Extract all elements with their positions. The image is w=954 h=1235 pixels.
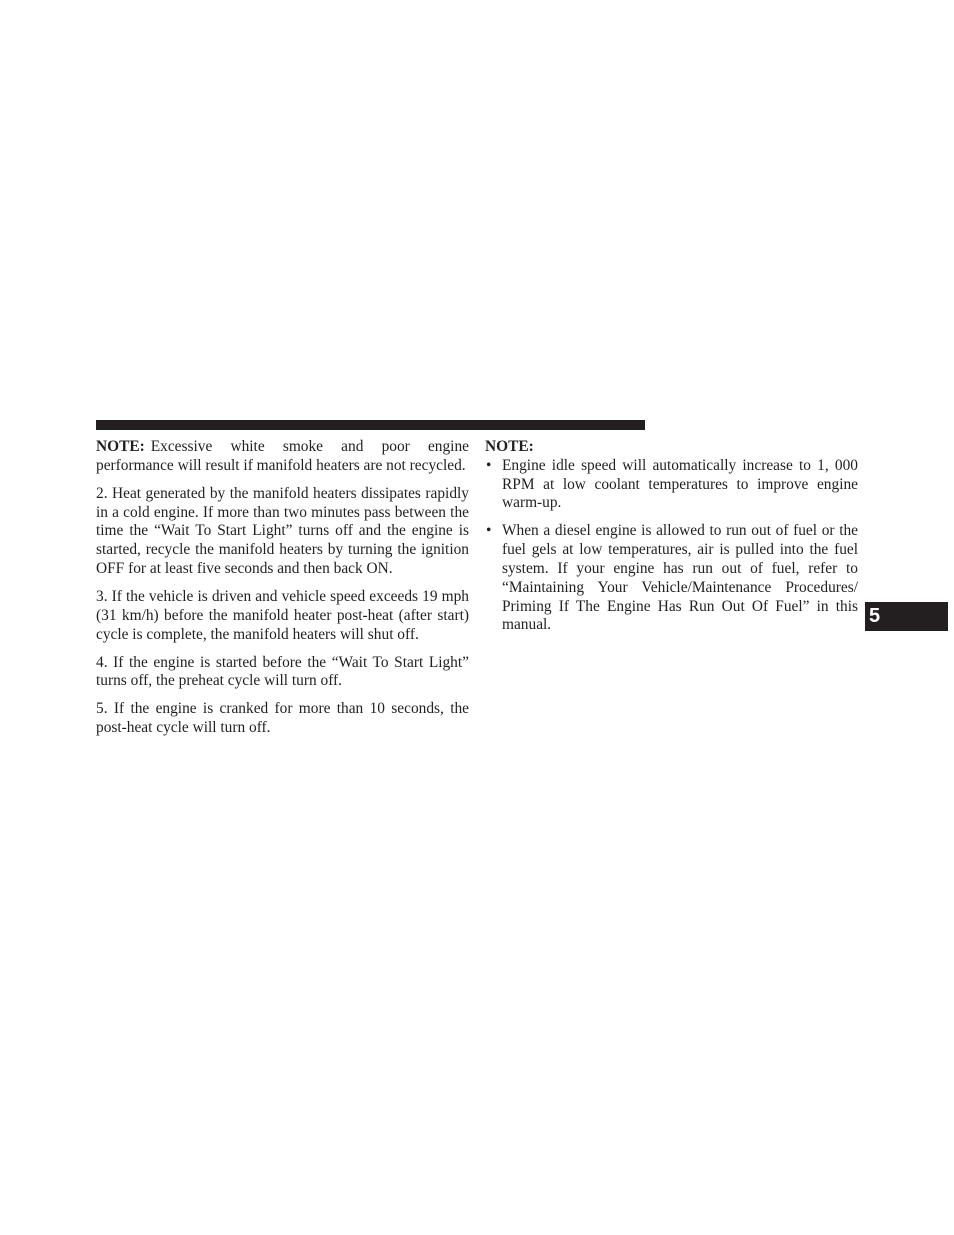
- right-column: [485, 438, 858, 644]
- list-item: [485, 522, 858, 635]
- bullet-text: Engine idle speed will automatically increase to 1, 000 RPM at low coolant temperatures to improve engine warm-up.: [502, 456, 858, 512]
- bullet-icon: •: [486, 522, 492, 540]
- left-column: [96, 438, 469, 747]
- note-text: Excessive white smoke and poor engine performance will result if manifold heaters are not recycled.: [96, 438, 469, 474]
- bullet-icon: •: [486, 456, 492, 474]
- bullet-text: When a diesel engine is allowed to run out of fuel or the fuel gels at low temperatures, air is pulled into the fuel system. If your engine has run out of fuel, refer to “Maintaining Your Vehicle/Maintenance Procedures/ Priming If The Engine Has Run Out Of Fuel” in this manual.: [502, 522, 858, 634]
- note-heading: NOTE:: [485, 438, 534, 455]
- chapter-tab: 5: [865, 602, 948, 631]
- note-bullet-list: [485, 457, 858, 635]
- step-5-paragraph: 5. If the engine is cranked for more than 10 seconds, the post-heat cycle will turn off.: [96, 700, 469, 737]
- note-paragraph: [96, 438, 469, 476]
- list-item: [485, 457, 858, 513]
- step-3-paragraph: 3. If the vehicle is driven and vehicle speed exceeds 19 mph (31 km/h) before the manifold heater post-heat (after start) cycle is complete, the manifold heaters will shut off.: [96, 587, 469, 643]
- step-4-paragraph: 4. If the engine is started before the “Wait To Start Light” turns off, the preheat cycle will turn off.: [96, 653, 469, 690]
- note-label: NOTE:: [96, 438, 145, 455]
- step-2-paragraph: 2. Heat generated by the manifold heaters dissipates rapidly in a cold engine. If more than two minutes pass between the time the “Wait To Start Light” turns off and the engine is started, recycle the manifold heaters by turning the ignition OFF for at least five seconds and then back ON.: [96, 484, 469, 577]
- section-divider-bar: [96, 420, 645, 430]
